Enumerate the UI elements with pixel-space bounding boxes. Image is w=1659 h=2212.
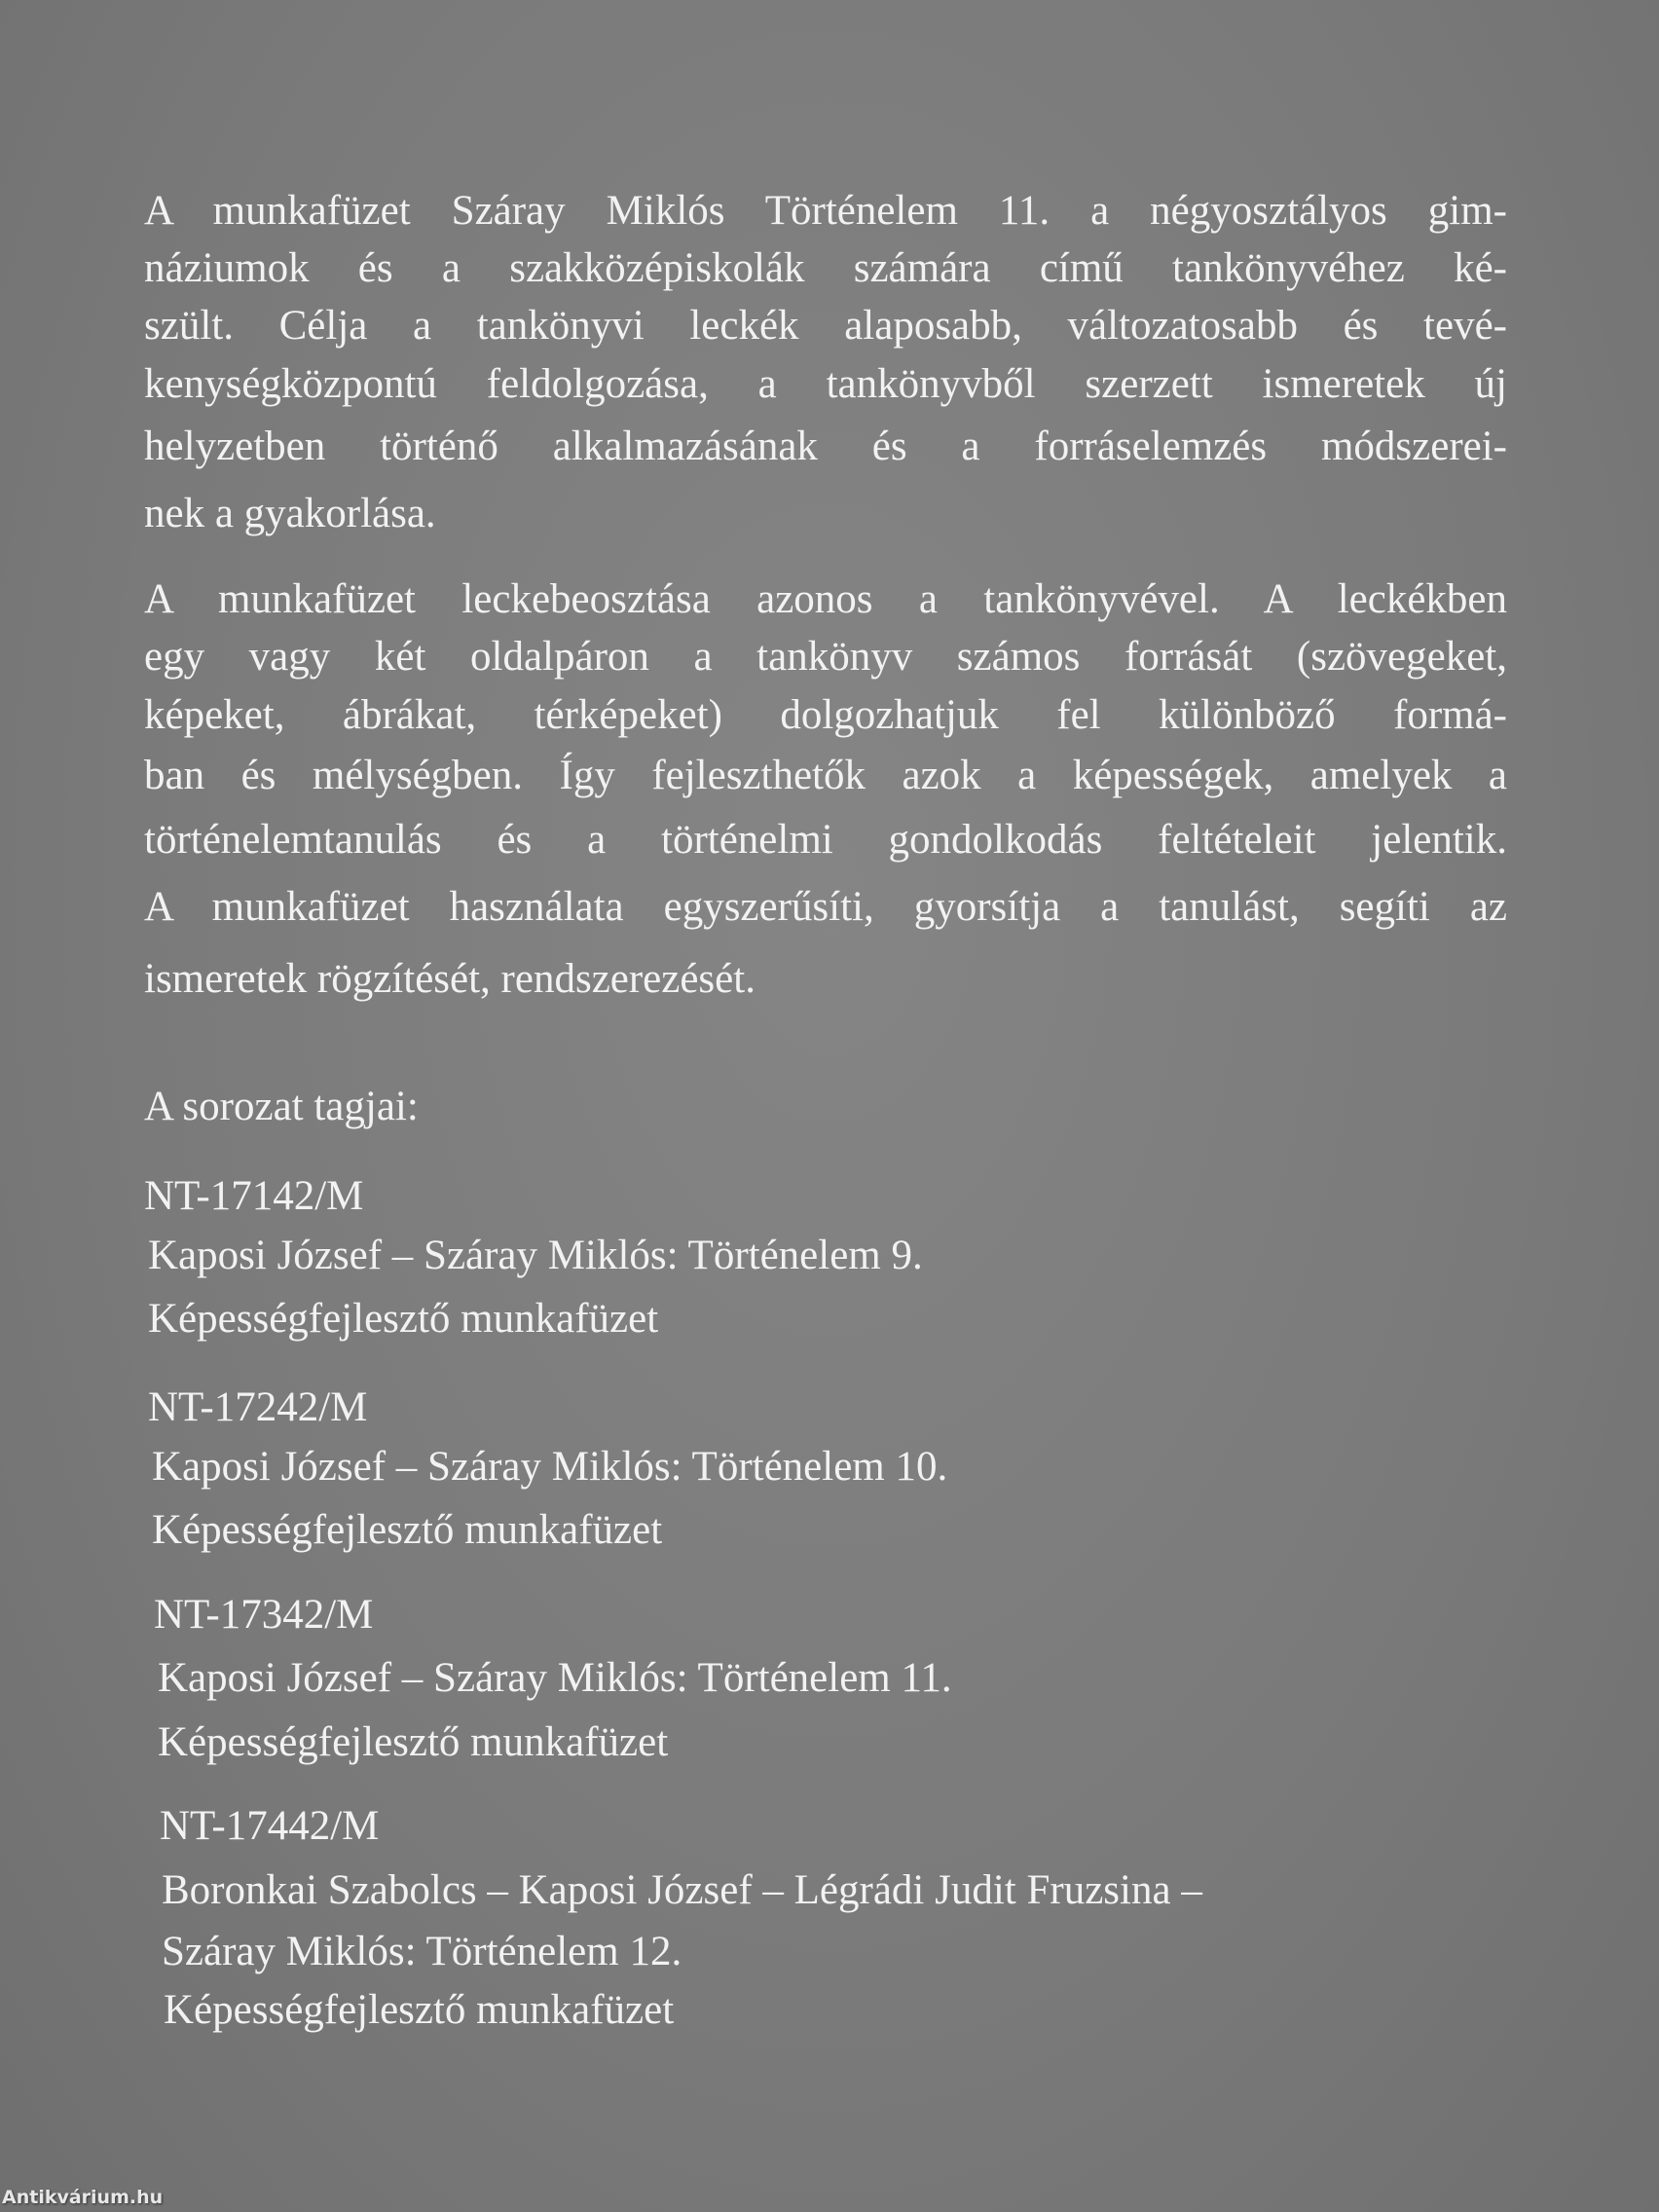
- series-item-title: Kaposi József – Száray Miklós: Történelem 9.: [148, 1233, 923, 1278]
- series-item-title: Boronkai Szabolcs – Kaposi József – Légrádi Judit Fruzsina –: [162, 1867, 1202, 1913]
- text-line: képeket, ábrákat, térképeket) dolgozhatjuk fel különböző formá-: [144, 692, 1507, 738]
- series-item-subtitle: Képességfejlesztő munkafüzet: [158, 1719, 669, 1765]
- text-line: nek a gyakorlása.: [144, 491, 436, 536]
- series-item-code: NT-17342/M: [154, 1592, 374, 1638]
- text-line: A munkafüzet leckebeosztása azonos a tankönyvével. A leckékben: [144, 576, 1507, 622]
- series-item-code: NT-17442/M: [160, 1803, 380, 1849]
- series-item-subtitle: Képességfejlesztő munkafüzet: [148, 1296, 659, 1342]
- series-item-code: NT-17142/M: [144, 1173, 364, 1219]
- series-item-title: Kaposi József – Száray Miklós: Történelem 11.: [158, 1655, 952, 1701]
- text-line: egy vagy két oldalpáron a tankönyv számos forrását (szövegeket,: [144, 634, 1507, 680]
- series-item-title: Kaposi József – Száray Miklós: Történelem 10.: [152, 1444, 948, 1490]
- watermark: Antikvárium.hu: [2, 2187, 164, 2208]
- series-item-subtitle: Képességfejlesztő munkafüzet: [152, 1507, 663, 1553]
- series-item-code: NT-17242/M: [148, 1384, 368, 1430]
- series-item-subtitle: Képességfejlesztő munkafüzet: [164, 1987, 675, 2033]
- text-line: szült. Célja a tankönyvi leckék alaposabb, változatosabb és tevé-: [144, 303, 1507, 349]
- text-line: A munkafüzet használata egyszerűsíti, gyorsítja a tanulást, segíti az: [144, 884, 1507, 930]
- text-line: A munkafüzet Száray Miklós Történelem 11. a négyosztályos gim-: [144, 188, 1507, 234]
- text-line: kenységközpontú feldolgozása, a tankönyvből szerzett ismeretek új: [144, 361, 1507, 407]
- series-heading: A sorozat tagjai:: [144, 1084, 419, 1129]
- text-line: ban és mélységben. Így fejleszthetők azok a képességek, amelyek a: [144, 753, 1507, 798]
- series-item-title-continued: Száray Miklós: Történelem 12.: [162, 1929, 682, 1974]
- text-line: helyzetben történő alkalmazásának és a forráselemzés módszerei-: [144, 424, 1507, 469]
- text-line: ismeretek rögzítését, rendszerezését.: [144, 956, 756, 1002]
- text-line: történelemtanulás és a történelmi gondolkodás feltételeit jelentik.: [144, 817, 1507, 863]
- text-line: náziumok és a szakközépiskolák számára című tankönyvéhez ké-: [144, 245, 1507, 291]
